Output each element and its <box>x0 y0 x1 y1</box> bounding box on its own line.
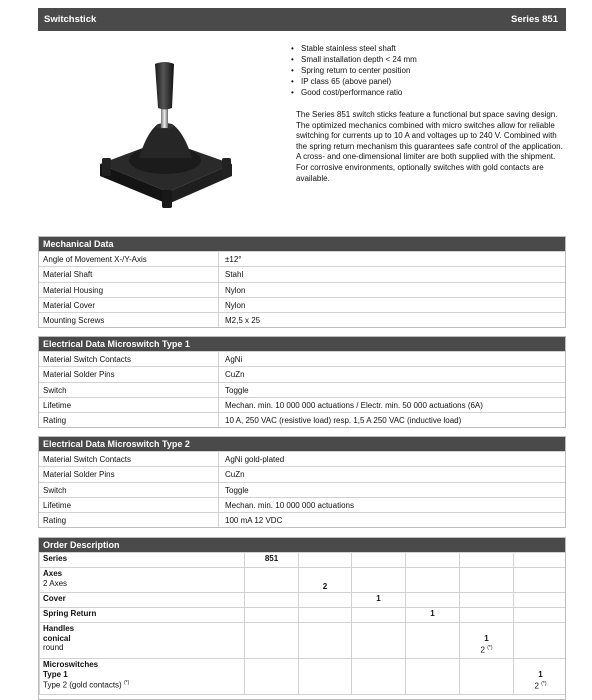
mechanical-data-table <box>38 236 566 328</box>
row-label: Rating <box>39 513 219 527</box>
order-axes-option: 2 Axes <box>43 578 68 588</box>
table-row <box>39 297 565 312</box>
section-header: Electrical Data Microswitch Type 1 <box>39 337 565 351</box>
switchstick-photo <box>92 62 242 222</box>
row-value: 100 mA 12 VDC <box>225 516 283 526</box>
row-value: ±12° <box>225 255 242 264</box>
order-cover-label: Cover <box>40 593 245 608</box>
table-row <box>39 397 565 412</box>
table-row <box>39 482 565 497</box>
row-label: Switch <box>39 483 219 497</box>
order-micro-note: (*) <box>123 680 130 686</box>
row-label: Mounting Screws <box>39 313 219 327</box>
section-header: Order Description <box>39 538 565 552</box>
order-micro-val2-note: (*) <box>541 680 547 687</box>
order-grid <box>39 552 566 695</box>
series-label: Series 851 <box>510 14 558 25</box>
row-value: AgNi gold-plated <box>225 455 285 464</box>
row-label: Material Cover <box>39 298 219 312</box>
row-value: CuZn <box>225 370 245 380</box>
feature-item: • Small installation depth < 24 mm <box>291 54 571 65</box>
row-value: Mechan. min. 10 000 000 actuations / Electr. min. 50 000 actuations (6A) <box>225 400 483 410</box>
table-row <box>39 282 565 297</box>
table-row <box>39 382 565 397</box>
row-value: Nylon <box>225 285 246 295</box>
row-label: Material Housing <box>39 283 219 297</box>
table-row <box>39 351 565 366</box>
row-value: AgNi <box>225 355 243 364</box>
description: The Series 851 switch sticks feature a functional but space saving design. The optimized mechanics combined with micro switches allow for reliable switching for currents up to 10 A and voltages up to 240 V. Combined with the spring return mechanism this guarantees safe control of the application. A cross- and one-dimensional limiter are both supplied with the shipment. For corrosive environments, optionally switches with gold contacts are available. <box>296 110 563 183</box>
feature-item: • Stable stainless steel shaft <box>291 43 571 54</box>
row-label: Material Solder Pins <box>39 467 219 481</box>
feature-item: • Spring return to center position <box>291 65 571 76</box>
table-row <box>39 366 565 381</box>
order-micro-opt2: Type 2 (gold contacts) <box>43 680 122 690</box>
row-value: Toggle <box>225 485 249 495</box>
order-spring-label: Spring Return <box>40 608 245 623</box>
order-handles-val1: 1 <box>484 634 489 643</box>
order-handles-opt2: round <box>43 643 64 652</box>
product-title: Switchstick <box>44 14 97 25</box>
row-value: Mechan. min. 10 000 000 actuations <box>225 500 354 510</box>
table-row <box>39 251 565 266</box>
row-label: Rating <box>39 413 219 427</box>
row-value: 10 A, 250 VAC (resistive load) resp. 1,5 A 250 VAC (inductive load) <box>225 416 462 426</box>
table-row <box>39 497 565 512</box>
order-axes-value: 2 <box>299 568 352 593</box>
row-value: Toggle <box>225 385 249 395</box>
order-axes-label: Axes <box>43 569 63 578</box>
section-header: Electrical Data Microswitch Type 2 <box>39 437 565 451</box>
order-micro-val1: 1 <box>538 670 543 679</box>
row-value: Stahl <box>225 270 244 280</box>
order-description-table <box>38 537 566 700</box>
feature-item: • IP class 65 (above panel) <box>291 76 571 87</box>
row-label: Material Switch Contacts <box>39 452 219 466</box>
order-handles-label: Handles <box>43 624 75 633</box>
feature-item: • Good cost/performance ratio <box>291 87 571 98</box>
row-value: Nylon <box>225 300 246 310</box>
table-row <box>39 466 565 481</box>
row-label: Switch <box>39 383 219 397</box>
table-row <box>39 412 565 427</box>
order-series-label: Series <box>40 553 245 568</box>
row-value: CuZn <box>225 470 245 480</box>
row-label: Material Solder Pins <box>39 367 219 381</box>
title-bar <box>38 8 566 31</box>
row-label: Material Switch Contacts <box>39 352 219 366</box>
order-cover-value: 1 <box>352 593 406 608</box>
section-header: Mechanical Data <box>39 237 565 251</box>
order-axes-cell <box>40 568 245 593</box>
order-micro-values <box>514 659 567 695</box>
electrical-type2-table <box>38 436 566 528</box>
order-micro-opt1: Type 1 <box>43 669 68 679</box>
order-handles-note: (*) <box>487 644 493 651</box>
row-value: M2,5 x 25 <box>225 316 261 326</box>
order-handles-opt1: conical <box>43 633 71 643</box>
order-series-value: 851 <box>245 553 299 568</box>
order-spring-value: 1 <box>406 608 460 623</box>
table-row <box>39 266 565 281</box>
order-handles-val2: 2 <box>480 645 485 655</box>
electrical-type1-table <box>38 336 566 428</box>
table-row <box>39 451 565 466</box>
row-label: Angle of Movement X-/Y-Axis <box>39 252 219 266</box>
table-row <box>39 312 565 327</box>
row-label: Material Shaft <box>39 267 219 281</box>
row-label: Lifetime <box>39 498 219 512</box>
order-handles-cell <box>40 623 245 659</box>
row-label: Lifetime <box>39 398 219 412</box>
feature-list <box>291 43 571 98</box>
order-micro-label: Microswitches <box>43 660 99 669</box>
order-micro-cell <box>40 659 245 695</box>
order-micro-val2: 2 <box>534 681 539 691</box>
order-handles-values <box>460 623 514 659</box>
table-row <box>39 512 565 527</box>
